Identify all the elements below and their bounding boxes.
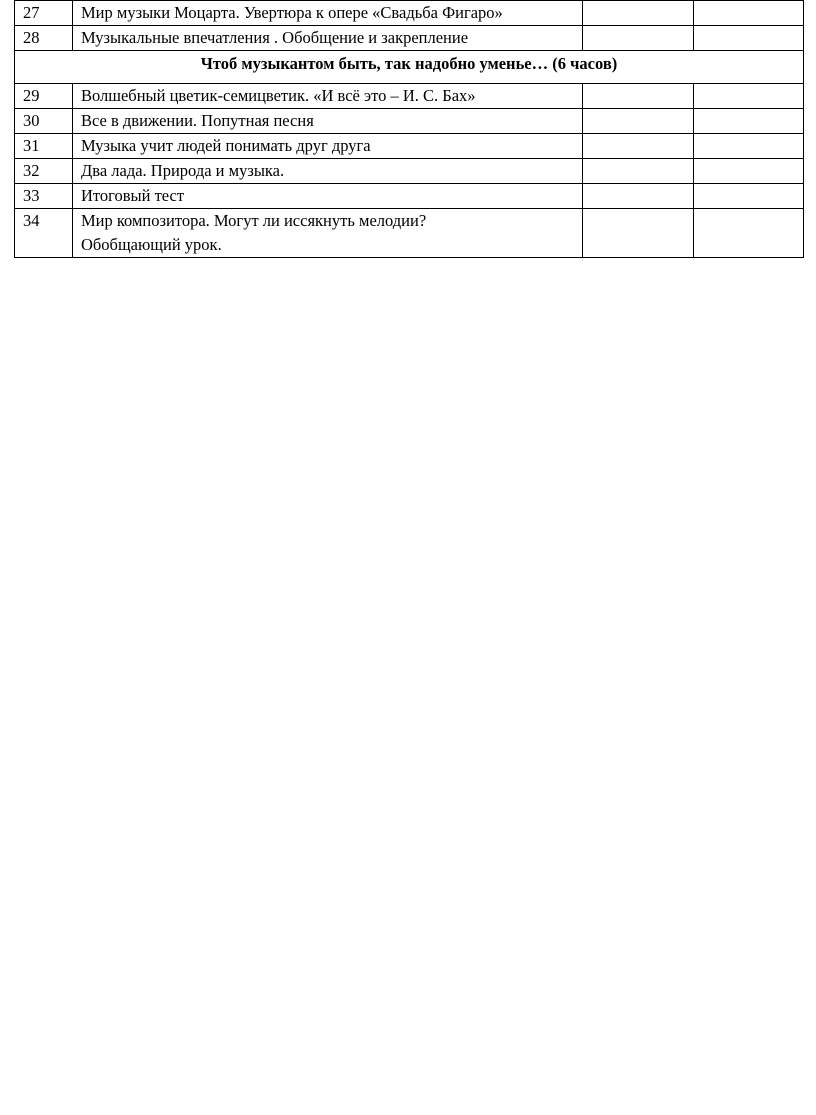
empty-cell (583, 26, 694, 51)
lesson-number: 28 (15, 26, 73, 51)
empty-cell (694, 84, 804, 109)
empty-cell (694, 159, 804, 184)
table-row (15, 209, 804, 258)
document-page (14, 0, 803, 258)
table-row (15, 134, 804, 159)
lesson-number: 33 (15, 184, 73, 209)
empty-cell (583, 159, 694, 184)
table-row (15, 1, 804, 26)
empty-cell (583, 209, 694, 258)
table-row (15, 84, 804, 109)
empty-cell (583, 1, 694, 26)
empty-cell (583, 134, 694, 159)
empty-cell (694, 209, 804, 258)
lesson-topic: Музыка учит людей понимать друг друга (73, 134, 583, 159)
empty-cell (583, 84, 694, 109)
empty-cell (583, 184, 694, 209)
section-title: Чтоб музыкантом быть, так надобно уменье… (6 часов) (15, 51, 804, 84)
lesson-topic: Все в движении. Попутная песня (73, 109, 583, 134)
section-header-row (15, 51, 804, 84)
empty-cell (694, 134, 804, 159)
lesson-topic: Два лада. Природа и музыка. (73, 159, 583, 184)
lesson-topic: Итоговый тест (73, 184, 583, 209)
lesson-plan-table (14, 0, 804, 258)
lesson-topic-line: Мир композитора. Могут ли иссякнуть мелодии? (81, 211, 427, 230)
lesson-number: 34 (15, 209, 73, 258)
empty-cell (583, 109, 694, 134)
lesson-number: 32 (15, 159, 73, 184)
lesson-number: 30 (15, 109, 73, 134)
table-row (15, 184, 804, 209)
lesson-topic: Музыкальные впечатления . Обобщение и закрепление (73, 26, 583, 51)
lesson-topic: Волшебный цветик-семицветик. «И всё это – И. С. Бах» (73, 84, 583, 109)
lesson-number: 31 (15, 134, 73, 159)
empty-cell (694, 26, 804, 51)
lesson-number: 29 (15, 84, 73, 109)
table-row (15, 26, 804, 51)
empty-cell (694, 109, 804, 134)
empty-cell (694, 1, 804, 26)
lesson-topic (73, 209, 583, 258)
lesson-number: 27 (15, 1, 73, 26)
table-row (15, 159, 804, 184)
table-row (15, 109, 804, 134)
lesson-topic: Мир музыки Моцарта. Увертюра к опере «Свадьба Фигаро» (73, 1, 583, 26)
lesson-topic-line: Обобщающий урок. (81, 235, 222, 254)
empty-cell (694, 184, 804, 209)
